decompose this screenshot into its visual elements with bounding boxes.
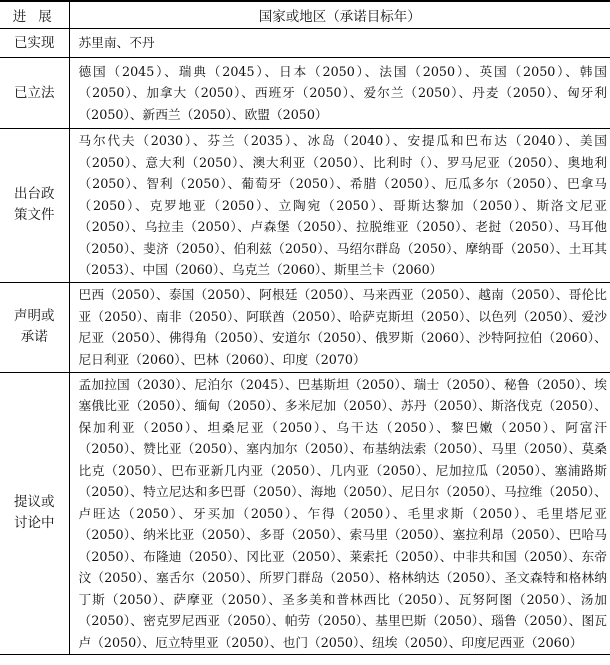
countries-cell: 巴西（2050）、泰国（2050）、阿根廷（2050）、马来西亚（2050）、越南（2050）、哥伦比亚（2050）、南非（2050）、阿联酋（2050）、哈萨克斯坦（2050）、以色列（2050）、爱沙尼亚（2050）、佛得角（2050）、安道尔（2050）、俄罗斯（2060）、沙特阿拉伯（2060）、尼日利亚（2060）、巴林（2060）、印度（2070） (69, 282, 610, 372)
stage-cell (0, 282, 69, 372)
stage-cell (0, 372, 69, 655)
table-row (0, 372, 610, 655)
countries-cell: 苏里南、不丹 (69, 29, 610, 58)
stage-label: 声明或承诺 (14, 308, 55, 345)
countries-cell: 德国（2045）、瑞典（2045）、日本（2050）、法国（2050）、英国（2050）、韩国（2050）、加拿大（2050）、西班牙（2050）、爱尔兰（2050）、丹麦（2050）、匈牙利（2050）、新西兰（2050）、欧盟（2050） (69, 58, 610, 129)
header-countries: 国家或地区（承诺目标年） (69, 1, 610, 29)
table-row (0, 282, 610, 372)
countries-cell: 马尔代夫（2030）、芬兰（2035）、冰岛（2040）、安提瓜和巴布达（2040）、美国（2050）、意大利（2050）、澳大利亚（2050）、比利时（）、罗马尼亚（2050）、奥地利（2050）、智利（2050）、葡萄牙（2050）、希腊（2050）、厄瓜多尔（2050）、巴拿马（2050）、克罗地亚（2050）、立陶宛（2050）、哥斯达黎加（2050）、斯洛文尼亚（2050）、乌拉圭（2050）、卢森堡（2050）、拉脱维亚（2050）、老挝（2050）、马耳他（2050）、斐济（2050）、伯利兹（2050）、马绍尔群岛（2050）、摩纳哥（2050）、土耳其（2053）、中国（2060）、乌克兰（2060）、斯里兰卡（2060） (69, 129, 610, 283)
stage-cell (0, 58, 69, 129)
table-body (0, 29, 610, 655)
table-row (0, 29, 610, 58)
header-row (0, 1, 610, 29)
countries-cell: 孟加拉国（2030）、尼泊尔（2045）、巴基斯坦（2050）、瑞士（2050）、秘鲁（2050）、埃塞俄比亚（2050）、缅甸（2050）、多米尼加（2050）、苏丹（2050）、斯洛伐克（2050）、保加利亚（2050）、坦桑尼亚（2050）、乌干达（2050）、黎巴嫩（2050）、阿富汗（2050）、赞比亚（2050）、塞内加尔（2050）、布基纳法索（2050）、马里（2050）、莫桑比克（2050）、巴布亚新几内亚（2050）、几内亚（2050）、尼加拉瓜（2050）、塞浦路斯（2050）、特立尼达和多巴哥（2050）、海地（2050）、尼日尔（2050）、马拉维（2050）、卢旺达（2050）、牙买加（2050）、乍得（2050）、毛里求斯（2050）、毛里塔尼亚（2050）、纳米比亚（2050）、多哥（2050）、索马里（2050）、塞拉利昂（2050）、巴哈马（2050）、布隆迪（2050）、冈比亚（2050）、莱索托（2050）、中非共和国（2050）、东帝汶（2050）、塞舌尔（2050）、所罗门群岛（2050）、格林纳达（2050）、圣文森特和格林纳丁斯（2050）、萨摩亚（2050）、圣多美和普林西比（2050）、瓦努阿图（2050）、汤加（2050）、密克罗尼西亚（2050）、帕劳（2050）、基里巴斯（2050）、瑙鲁（2050）、图瓦卢（2050）、厄立特里亚（2050）、也门（2050）、纽埃（2050）、印度尼西亚（2060） (69, 372, 610, 655)
table-row (0, 129, 610, 283)
table-header (0, 1, 610, 29)
stage-label: 出台政策文件 (14, 186, 55, 224)
stage-label: 已实现 (14, 34, 55, 51)
stage-cell (0, 29, 69, 58)
stage-label: 提议或讨论中 (14, 494, 55, 532)
header-stage: 进展 (0, 1, 69, 29)
stage-cell (0, 129, 69, 283)
stage-label: 已立法 (14, 84, 55, 101)
table-row (0, 58, 610, 129)
